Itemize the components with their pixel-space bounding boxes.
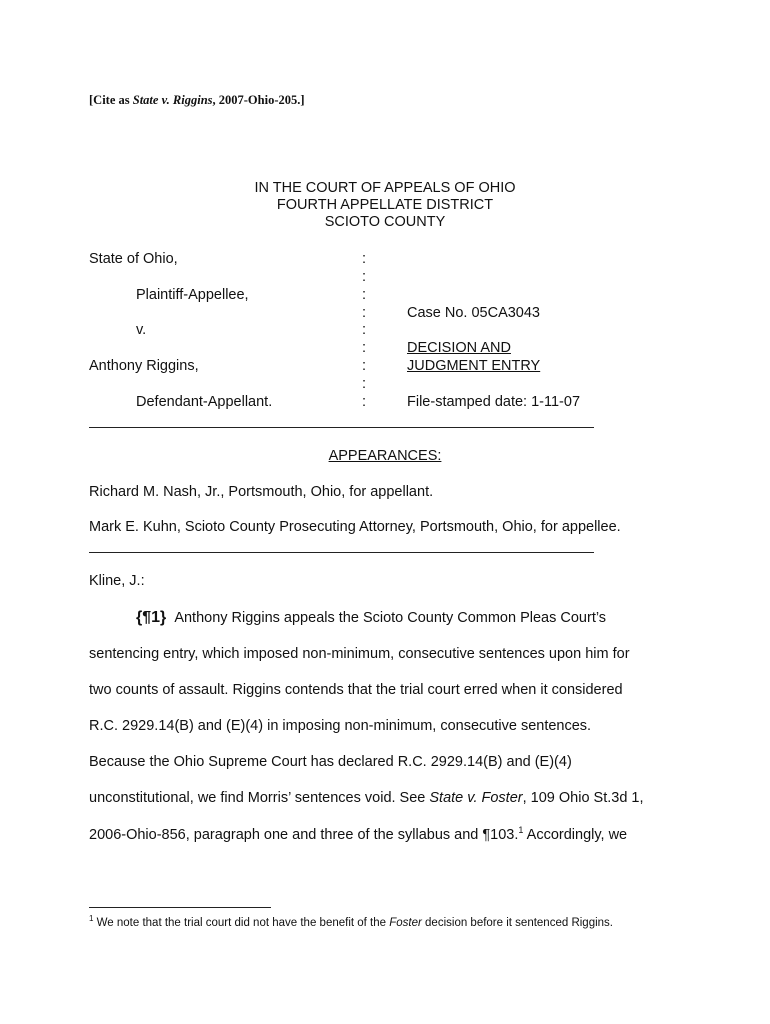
footnote-number: 1 xyxy=(89,914,94,923)
opinion-line: Because the Ohio Supreme Court has declared R.C. 2929.14(B) and (E)(4) xyxy=(89,754,572,770)
citation-line xyxy=(89,93,305,108)
citation-case-name: State v. Riggins xyxy=(132,93,213,107)
opinion-line: sentencing entry, which imposed non-minimum, consecutive sentences upon him for xyxy=(89,646,630,662)
caption-colon: : xyxy=(362,305,367,321)
defendant-name: Anthony Riggins, xyxy=(89,358,199,374)
citation-suffix: , 2007-Ohio-205.] xyxy=(212,93,305,107)
plaintiff-role: Plaintiff-Appellee, xyxy=(136,287,249,303)
versus: v. xyxy=(136,322,147,338)
caption-colon: : xyxy=(362,251,367,267)
defendant-role: Defendant-Appellant. xyxy=(136,394,273,410)
court-name: IN THE COURT OF APPEALS OF OHIO xyxy=(254,180,516,196)
caption-colon: : xyxy=(362,358,367,374)
caption-colon: : xyxy=(362,287,367,303)
footnote-reference: 1 xyxy=(518,825,524,835)
court-county: SCIOTO COUNTY xyxy=(324,214,446,230)
caption-colon: : xyxy=(362,269,367,285)
divider xyxy=(89,427,594,428)
footnote: $^1$ We note that the trial court did not have the benefit of the Foster decision before it sentenced Riggins. xyxy=(89,914,613,929)
entry-title-line1: DECISION AND xyxy=(407,340,511,356)
caption-colon: : xyxy=(362,322,367,338)
appearance-appellee: Mark E. Kuhn, Scioto County Prosecuting Attorney, Portsmouth, Ohio, for appellee. xyxy=(89,519,621,535)
citation-prefix: [Cite as xyxy=(89,93,133,107)
opinion-author: Kline, J.: xyxy=(89,573,145,589)
paragraph-1-first-line xyxy=(136,609,606,627)
case-number: Case No. 05CA3043 xyxy=(407,305,540,321)
opinion-line: two counts of assault. Riggins contends that the trial court erred when it considered xyxy=(89,682,623,698)
foster-case-citation: State v. Foster xyxy=(429,790,523,806)
appearances-heading: APPEARANCES: xyxy=(328,448,442,464)
opinion-line: unconstitutional, we find Morris’ sentences void. See State v. Foster, 109 Ohio St.3d 1, xyxy=(89,790,644,806)
plaintiff-name: State of Ohio, xyxy=(89,251,178,267)
opinion-line: R.C. 2929.14(B) and (E)(4) in imposing non-minimum, consecutive sentences. xyxy=(89,718,592,734)
opinion-line: Anthony Riggins appeals the Scioto County Common Pleas Court’s xyxy=(174,610,607,626)
caption-colon: : xyxy=(362,340,367,356)
caption-colon: : xyxy=(362,376,367,392)
court-district: FOURTH APPELLATE DISTRICT xyxy=(276,197,494,213)
footnote-case-name: Foster xyxy=(389,917,422,929)
entry-title-line2: JUDGMENT ENTRY xyxy=(407,358,541,374)
opinion-line: 2006-Ohio-856, paragraph one and three of the syllabus and ¶103.$^1$ Accordingly, we xyxy=(89,825,628,843)
file-stamped-date: File-stamped date: 1-11-07 xyxy=(407,394,581,410)
appearance-appellant: Richard M. Nash, Jr., Portsmouth, Ohio, for appellant. xyxy=(89,484,434,500)
caption-colon: : xyxy=(362,394,367,410)
divider xyxy=(89,552,594,553)
paragraph-mark: {¶1} xyxy=(136,609,167,626)
footnote-separator xyxy=(89,907,271,908)
